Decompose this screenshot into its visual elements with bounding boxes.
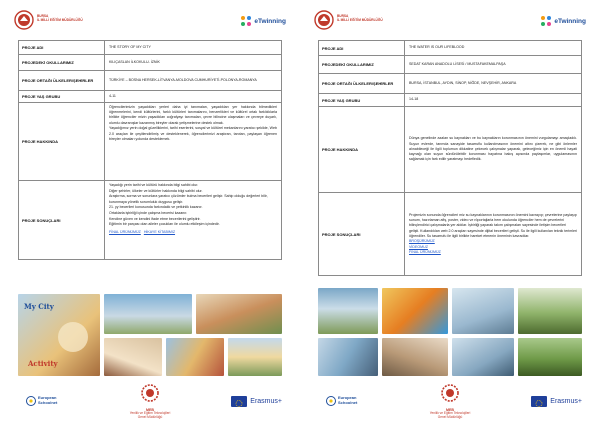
ministry-name bbox=[337, 14, 407, 22]
left-page bbox=[4, 4, 296, 420]
table-row bbox=[19, 181, 281, 259]
eu-flag-icon bbox=[231, 396, 247, 407]
collage-photo bbox=[382, 288, 448, 334]
photo-caption: My City bbox=[24, 302, 54, 311]
schoolnet-icon bbox=[326, 396, 336, 406]
results-list bbox=[105, 181, 281, 259]
eu-flag-icon bbox=[531, 396, 547, 407]
row-label: PROJE YAŞ GRUBU bbox=[19, 91, 105, 102]
row-label: PROJEDEKİ OKULLARIMIZ bbox=[19, 55, 105, 70]
about-text bbox=[105, 103, 281, 180]
table-row bbox=[319, 74, 581, 94]
about-paragraph: Öğrencilerimizin yaşadıkları yerleri daha iyi tanımaları, yaşadıkları yer hakkında bilmedikleri öğrenmelerini, kendi kültürlerini, farklı kültürleri tanımalarını, benzerlikleri ve kültürel ortak farklılıklarla birlikte öğrenciler mizin yaşadıkları coğrafyayı tanımaları, çevre bilincine ulaşmaları ve çevreye duyarlı, olumlu davranışlar kazanmış bireyler olarak yetişmelerine destek olmak. bbox=[109, 105, 277, 125]
row-label: PROJE HAKKINDA bbox=[19, 103, 105, 180]
ministry-logo-icon bbox=[314, 10, 334, 30]
row-label: PROJE YAŞ GRUBU bbox=[319, 94, 405, 106]
table-row bbox=[319, 56, 581, 74]
page-header bbox=[310, 10, 590, 34]
meb-yte-logo bbox=[120, 384, 180, 420]
european-schoolnet-logo bbox=[326, 396, 357, 406]
yte-line2: Genel Müdürlüğü bbox=[137, 414, 163, 419]
table-row bbox=[319, 107, 581, 193]
photo-collage bbox=[318, 288, 582, 376]
story-book-link[interactable]: HİKAYE KİTABIMIZ bbox=[143, 229, 176, 234]
collage-photo bbox=[104, 294, 192, 334]
project-table bbox=[318, 40, 582, 276]
ministry-logo-icon bbox=[14, 10, 34, 30]
erasmus-text: Erasmus+ bbox=[250, 398, 282, 405]
brochure-link[interactable]: BROŞÜRÜMÜZ bbox=[409, 239, 435, 244]
schoolnet-icon bbox=[26, 396, 36, 406]
right-page bbox=[304, 4, 596, 420]
results-paragraph: Projemizin sonunda öğrencileri miz su kaynaklarının korunmasının önemini kavrayıp; çevrelerine paylaşıp sunum, hazırlaman afiş, poster, video ve röportajlarla hem okulunda öğrenciler hem de çevrelerini bilinçlendirici çalışmalarla yer aldılar. İşbirliği yaparak takım çalışmaları sayesinde iletişim becerileri gelişti. Kullandıkları web 2.0 araçları sayesinde dijital becerileri gelişti. Su ile ilgili kullanılan teknik terimleri öğrendiler. Su tasarrufu ile ilgili birlikte hareket etmenin öneminin kavradılar. bbox=[409, 212, 577, 238]
etwinning-star-icon bbox=[239, 14, 253, 28]
table-row bbox=[19, 71, 281, 91]
collage-photo bbox=[166, 338, 224, 376]
schoolnet-line1: European bbox=[38, 395, 57, 401]
row-value: SEDAT KARAN ANADOLU LİSESİ / MUSTAFAKEMALPAŞA bbox=[409, 61, 506, 66]
meb-gear-icon bbox=[141, 384, 159, 402]
collage-photo bbox=[382, 338, 448, 376]
etwinning-logo bbox=[539, 14, 586, 28]
schoolnet-line2: Schoolnet bbox=[38, 400, 58, 405]
yte-line1: Yenilik ve Eğitim Teknolojileri bbox=[129, 411, 171, 415]
collage-photo bbox=[196, 294, 282, 334]
ministry-line1: BURSA bbox=[37, 14, 49, 18]
final-product-link[interactable]: FİNAL ÜRÜNÜMÜZ bbox=[109, 229, 141, 234]
collage-photo bbox=[18, 294, 100, 376]
collage-photo bbox=[318, 288, 378, 334]
row-value: THE STORY OF MY CITY bbox=[109, 44, 151, 49]
row-label: PROJE ORTAĞI ÜLKELER/ŞEHİRLER bbox=[19, 71, 105, 90]
row-label: PROJE HAKKINDA bbox=[319, 107, 405, 192]
row-value: 4-11 bbox=[109, 93, 116, 98]
row-label: PROJE SONUÇLARI bbox=[319, 193, 405, 275]
yte-line2: Genel Müdürlüğü bbox=[437, 414, 463, 419]
page-footer bbox=[4, 384, 296, 418]
row-value: KILIÇASLAN İLKOKULU- İZNİK bbox=[109, 59, 160, 64]
table-row bbox=[19, 55, 281, 71]
erasmus-text: Erasmus+ bbox=[550, 398, 582, 405]
yte-line1: Yenilik ve Eğitim Teknolojileri bbox=[429, 411, 471, 415]
result-item: Yaşadığı yerin tarihi ve kültürü hakkında bilgi sahibi olur. bbox=[109, 183, 199, 187]
row-label: PROJEDEKİ OKULLARIMIZ bbox=[319, 56, 405, 73]
european-schoolnet-logo bbox=[26, 396, 57, 406]
row-label: PROJE ADI bbox=[19, 41, 105, 54]
meb-yte-logo bbox=[420, 384, 480, 420]
ministry-line2: İL MİLLİ EĞİTİM MÜDÜRLÜĞÜ bbox=[337, 18, 383, 22]
result-item: Ortaklarla işbirliği içinde çalışma becerisi kazanır. bbox=[109, 211, 188, 216]
table-row bbox=[319, 41, 581, 56]
collage-photo bbox=[318, 338, 378, 376]
meb-label: MEB bbox=[146, 408, 154, 412]
row-label: PROJE ORTAĞI ÜLKELER/ŞEHİRLER bbox=[319, 74, 405, 93]
table-row bbox=[319, 193, 581, 275]
collage-photo bbox=[518, 338, 582, 376]
page-footer bbox=[304, 384, 596, 418]
collage-photo bbox=[104, 338, 162, 376]
row-label: PROJE SONUÇLARI bbox=[19, 181, 105, 259]
collage-photo bbox=[452, 288, 514, 334]
video-link[interactable]: VİDEOMUZ bbox=[409, 244, 428, 249]
table-row bbox=[319, 94, 581, 107]
collage-photo bbox=[452, 338, 514, 376]
page-header bbox=[10, 10, 290, 34]
final-product-link[interactable]: FİNAL ÜRÜNÜMÜZ bbox=[409, 249, 441, 254]
collage-photo bbox=[228, 338, 282, 376]
about-text: Dünya genelinde azalan su kaynakları ve bu kaynakların korunmasının önemini vurgulamayı amaçladık. Suyun evlerde, tarımda sanayide tasarruflu kullanılmasının önemini altını çizerek, ne gibi önlemler alınabileceği ile ilgili toplumun dikkatine çekecek çalışmalar yaparak, geleceğimiz için en önemli hayati kaynağı olan suyun sürdürülebilir korunması hayatına bakış açısında paylaşımlar, uygulamasının sağlamak için fark edilir yaratmayı hedefledik. bbox=[409, 136, 577, 162]
meb-label: MEB bbox=[446, 408, 454, 412]
etwinning-text: eTwinning bbox=[254, 17, 286, 25]
erasmus-logo bbox=[231, 396, 282, 407]
erasmus-logo bbox=[531, 396, 582, 407]
schoolnet-line2: Schoolnet bbox=[338, 400, 358, 405]
etwinning-text: eTwinning bbox=[554, 17, 586, 25]
result-item: 21. yy becerileri konusunda farkındalık ve yetkinlik kazanır. bbox=[109, 205, 203, 210]
schoolnet-line1: European bbox=[338, 395, 357, 401]
row-value: 14-18 bbox=[409, 97, 419, 102]
project-table bbox=[18, 40, 282, 260]
about-paragraph: Yaşadığımız yerin doğal güzelliklerini, tarihi eserlerini, sosyal ve kültürel mekanlarını yaratıcı şekilde, Web 2.0 araçları ile çeşitlendirilmiş ve desteklenerek, öğrencilerimizi araştıran, tanıtan, paylaşan öğrenen bireyler olmaları yolunda desteklemek. bbox=[109, 126, 277, 141]
table-row bbox=[19, 41, 281, 55]
table-row bbox=[19, 91, 281, 103]
photo-caption: Activity bbox=[28, 359, 58, 368]
row-label: PROJE ADI bbox=[319, 41, 405, 55]
table-row bbox=[19, 103, 281, 181]
ministry-line2: İL MİLLİ EĞİTİM MÜDÜRLÜĞÜ bbox=[37, 18, 83, 22]
row-value: THE WATER IS OUR LIFEBLOOD bbox=[409, 45, 465, 50]
result-item: Araştırma, sorma ve sorunlara yaratıcı çözümler bulma becerileri gelişir. Sahip olduğu değerleri bilir, kurunmaya yönelik sorumluluk duygusu gelişir. bbox=[109, 194, 268, 204]
results-text bbox=[405, 193, 581, 275]
row-value: TÜRKİYE – BOSNA HERSEK-LİTVANYA-MOLDOVA CUMHURİYETİ-POLONYA-ROMANYA bbox=[109, 77, 257, 82]
collage-photo bbox=[518, 288, 582, 334]
etwinning-star-icon bbox=[539, 14, 553, 28]
ministry-line1: BURSA bbox=[337, 14, 349, 18]
etwinning-logo bbox=[239, 14, 286, 28]
result-item: Diğer şehirler, ülkeler ve kültürler hakkında bilgi sahibi olur. bbox=[109, 188, 203, 193]
result-item: Eğitimin bir parçası olan aileler çocukları ile olumlu etkileşim içindedir. bbox=[109, 222, 220, 227]
ministry-name bbox=[37, 14, 107, 22]
meb-gear-icon bbox=[441, 384, 459, 402]
row-value: BURSA, İSTANBUL, AYDIN, SİNOP, NİĞDE, NEVŞEHİR, ANKARA bbox=[409, 80, 517, 85]
result-item: Kendine güven ve kendini ifade etme becerilerini geliştirir. bbox=[109, 216, 201, 221]
photo-collage bbox=[18, 294, 282, 376]
